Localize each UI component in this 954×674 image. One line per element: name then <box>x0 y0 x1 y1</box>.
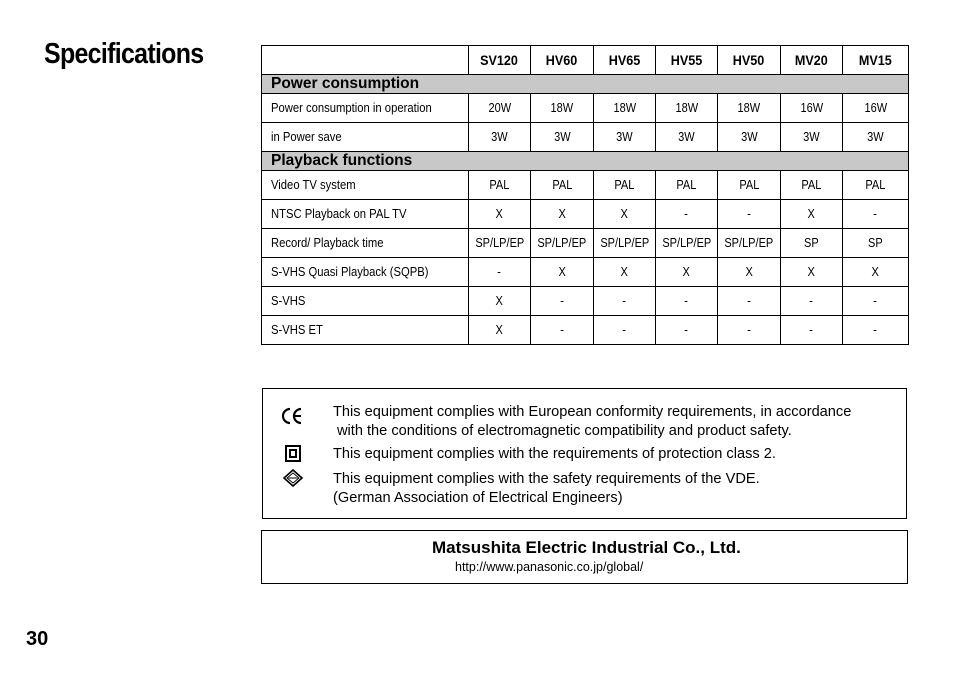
table-cell: - <box>718 316 781 345</box>
compliance-box <box>262 388 907 519</box>
table-cell: X <box>843 258 909 287</box>
table-cell: 3W <box>469 123 531 152</box>
table-cell: X <box>469 200 531 229</box>
table-cell: PAL <box>843 171 909 200</box>
table-cell: X <box>469 287 531 316</box>
table-row <box>262 94 909 123</box>
section-title: Power consumption <box>262 75 909 94</box>
model-header: MV20 <box>781 46 843 75</box>
table-cell: - <box>781 287 843 316</box>
row-label: S-VHS Quasi Playback (SQPB) <box>262 258 469 287</box>
page-title: Specifications <box>44 38 204 70</box>
table-row <box>262 171 909 200</box>
table-row <box>262 258 909 287</box>
table-cell: 18W <box>656 94 718 123</box>
table-cell: SP <box>843 229 909 258</box>
table-cell: X <box>531 258 594 287</box>
compliance-text-ce <box>333 403 851 441</box>
table-cell: 3W <box>781 123 843 152</box>
table-cell: SP/LP/EP <box>718 229 781 258</box>
class-2-icon <box>280 444 304 464</box>
table-cell: SP/LP/EP <box>656 229 718 258</box>
row-label: Record/ Playback time <box>262 229 469 258</box>
table-cell: - <box>843 316 909 345</box>
compliance-text-vde <box>333 470 760 508</box>
table-cell: SP <box>781 229 843 258</box>
compliance-line: with the conditions of electromagnetic compatibility and product safety. <box>337 423 792 439</box>
ce-mark-icon <box>280 406 304 426</box>
table-cell: 16W <box>781 94 843 123</box>
table-cell: - <box>469 258 531 287</box>
table-cell: 3W <box>531 123 594 152</box>
table-cell: 3W <box>718 123 781 152</box>
table-cell: X <box>594 258 656 287</box>
vde-mark-icon <box>280 468 304 488</box>
table-cell: PAL <box>469 171 531 200</box>
compliance-text-class2 <box>333 445 776 464</box>
table-row <box>262 200 909 229</box>
table-row <box>262 287 909 316</box>
row-label: S-VHS <box>262 287 469 316</box>
table-cell: X <box>781 258 843 287</box>
specifications-table <box>261 45 909 345</box>
table-cell: SP/LP/EP <box>469 229 531 258</box>
table-cell: - <box>843 200 909 229</box>
table-cell: - <box>594 316 656 345</box>
model-header: HV60 <box>531 46 594 75</box>
table-cell: 16W <box>843 94 909 123</box>
model-header: HV55 <box>656 46 718 75</box>
table-cell: SP/LP/EP <box>594 229 656 258</box>
row-label: Power consumption in operation <box>262 94 469 123</box>
company-box <box>261 530 908 584</box>
compliance-line: (German Association of Electrical Engineers) <box>333 490 623 506</box>
table-cell: - <box>656 316 718 345</box>
model-header: HV50 <box>718 46 781 75</box>
table-cell: 18W <box>718 94 781 123</box>
row-label: Video TV system <box>262 171 469 200</box>
table-cell: PAL <box>656 171 718 200</box>
table-cell: PAL <box>781 171 843 200</box>
table-cell: X <box>594 200 656 229</box>
section-title: Playback functions <box>262 152 909 171</box>
table-cell: 3W <box>594 123 656 152</box>
table-cell: - <box>718 200 781 229</box>
table-row <box>262 123 909 152</box>
table-cell: SP/LP/EP <box>531 229 594 258</box>
table-cell: - <box>718 287 781 316</box>
table-cell: - <box>594 287 656 316</box>
compliance-line: This equipment complies with the safety requirements of the VDE. <box>333 471 760 487</box>
table-row <box>262 229 909 258</box>
company-url-link[interactable]: http://www.panasonic.co.jp/global/ <box>455 560 644 574</box>
table-header-row <box>262 46 909 75</box>
table-cell: X <box>469 316 531 345</box>
model-header: SV120 <box>469 46 531 75</box>
row-label: S-VHS ET <box>262 316 469 345</box>
table-cell: - <box>843 287 909 316</box>
model-header: HV65 <box>594 46 656 75</box>
section-row-power <box>262 75 909 94</box>
table-cell: PAL <box>718 171 781 200</box>
compliance-line: This equipment complies with European conformity requirements, in accordance <box>333 404 852 420</box>
company-name: Matsushita Electric Industrial Co., Ltd. <box>432 538 741 557</box>
row-label: NTSC Playback on PAL TV <box>262 200 469 229</box>
table-cell: - <box>531 287 594 316</box>
table-cell: - <box>531 316 594 345</box>
table-row <box>262 316 909 345</box>
table-cell: X <box>781 200 843 229</box>
model-header: MV15 <box>843 46 909 75</box>
table-cell: - <box>781 316 843 345</box>
section-row-playback <box>262 152 909 171</box>
table-cell: - <box>656 200 718 229</box>
table-cell: X <box>531 200 594 229</box>
compliance-line: This equipment complies with the requirements of protection class 2. <box>333 446 776 462</box>
table-cell: PAL <box>531 171 594 200</box>
table-cell: X <box>718 258 781 287</box>
table-cell: - <box>656 287 718 316</box>
table-cell: 20W <box>469 94 531 123</box>
page-number: 30 <box>26 628 49 650</box>
table-cell: 18W <box>531 94 594 123</box>
table-cell: 3W <box>843 123 909 152</box>
header-corner-cell <box>262 46 469 75</box>
table-cell: 18W <box>594 94 656 123</box>
table-cell: 3W <box>656 123 718 152</box>
table-cell: PAL <box>594 171 656 200</box>
row-label: in Power save <box>262 123 469 152</box>
table-cell: X <box>656 258 718 287</box>
